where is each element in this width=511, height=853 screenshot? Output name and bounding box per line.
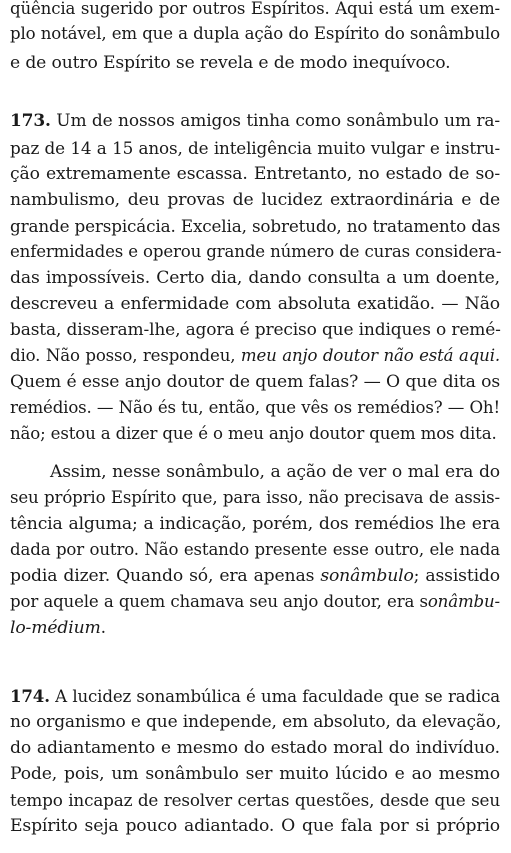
italic-term: onâmbu- [427, 592, 500, 611]
paragraph-173-first-line [10, 109, 500, 133]
text-line: seu próprio Espírito que, para isso, não precisava de assis- [10, 488, 500, 507]
text-span: podia dizer. Quando só, era apenas [10, 566, 321, 586]
text-line: Espírito seja pouco adiantado. O que fala por si próprio [10, 816, 500, 836]
text-line: nambulismo, deu provas de lucidez extraordinária e de [10, 190, 500, 210]
text-line: tempo incapaz de resolver certas questões, desde que seu [10, 790, 500, 810]
text-line: no organismo e que independe, em absoluto, da elevação, [10, 712, 502, 732]
text-line: grande perspicácia. Excelia, sobretudo, no tratamento das [10, 216, 501, 236]
italic-term: lo-médium [10, 618, 101, 638]
text-span: dio. Não posso, respondeu, [10, 346, 241, 365]
italic-quote: meu anjo doutor não está aqui. [240, 346, 500, 365]
text-line: das impossíveis. Certo dia, dando consulta a um doente, [10, 268, 500, 288]
text-line [10, 616, 500, 640]
text-line: Quem é esse anjo doutor de quem falas? — O que dita os [10, 372, 500, 392]
text-span: . [100, 618, 106, 638]
text-span: A lucidez sonambúlica é uma faculdade que se radica [49, 687, 500, 706]
text-line: do adiantamento e mesmo do estado moral do indivíduo. [10, 738, 500, 758]
text-line: ção extremamente escassa. Entretanto, no estado de so- [10, 164, 500, 184]
text-line [10, 344, 500, 368]
text-line: não; estou a dizer que é o meu anjo doutor quem mos dita. [10, 424, 497, 443]
text-line: basta, disseram-lhe, agora é preciso que indiques o remé- [10, 320, 501, 340]
text-line: descreveu a enfermidade com absoluta exatidão. — Não [10, 294, 500, 314]
text-line [10, 590, 500, 614]
text-line: e de outro Espírito se revela e de modo inequívoco. [10, 53, 451, 73]
text-line [10, 564, 500, 588]
text-line: paz de 14 a 15 anos, de inteligência muito vulgar e instru- [10, 138, 500, 158]
text-line: dada por outro. Não estando presente esse outro, ele nada [10, 540, 500, 559]
text-line: Assim, nesse sonâmbulo, a ação de ver o mal era do [50, 462, 500, 482]
paragraph-number: 173. [10, 111, 51, 131]
text-line: qüência sugerido por outros Espíritos. Aqui está um exem- [10, 0, 500, 18]
text-line: Pode, pois, um sonâmbulo ser muito lúcido e ao mesmo [10, 764, 500, 784]
text-line: enfermidades e operou grande número de curas considera- [10, 242, 502, 261]
text-span: por aquele a quem chamava seu anjo doutor, era s [10, 592, 428, 611]
text-line: plo notável, em que a dupla ação do Espírito do sonâmbulo [10, 24, 500, 43]
text-span: ; assistido [413, 566, 500, 586]
text-line: remédios. — Não és tu, então, que vês os remédios? — Oh! [10, 398, 500, 417]
text-span: Um de nossos amigos tinha como sonâmbulo um ra- [50, 111, 500, 131]
italic-term: sonâmbulo [320, 566, 414, 586]
paragraph-number: 174. [10, 686, 50, 706]
paragraph-174-first-line [10, 684, 500, 709]
text-line: tência alguma; a indicação, porém, dos remédios lhe era [10, 514, 500, 534]
